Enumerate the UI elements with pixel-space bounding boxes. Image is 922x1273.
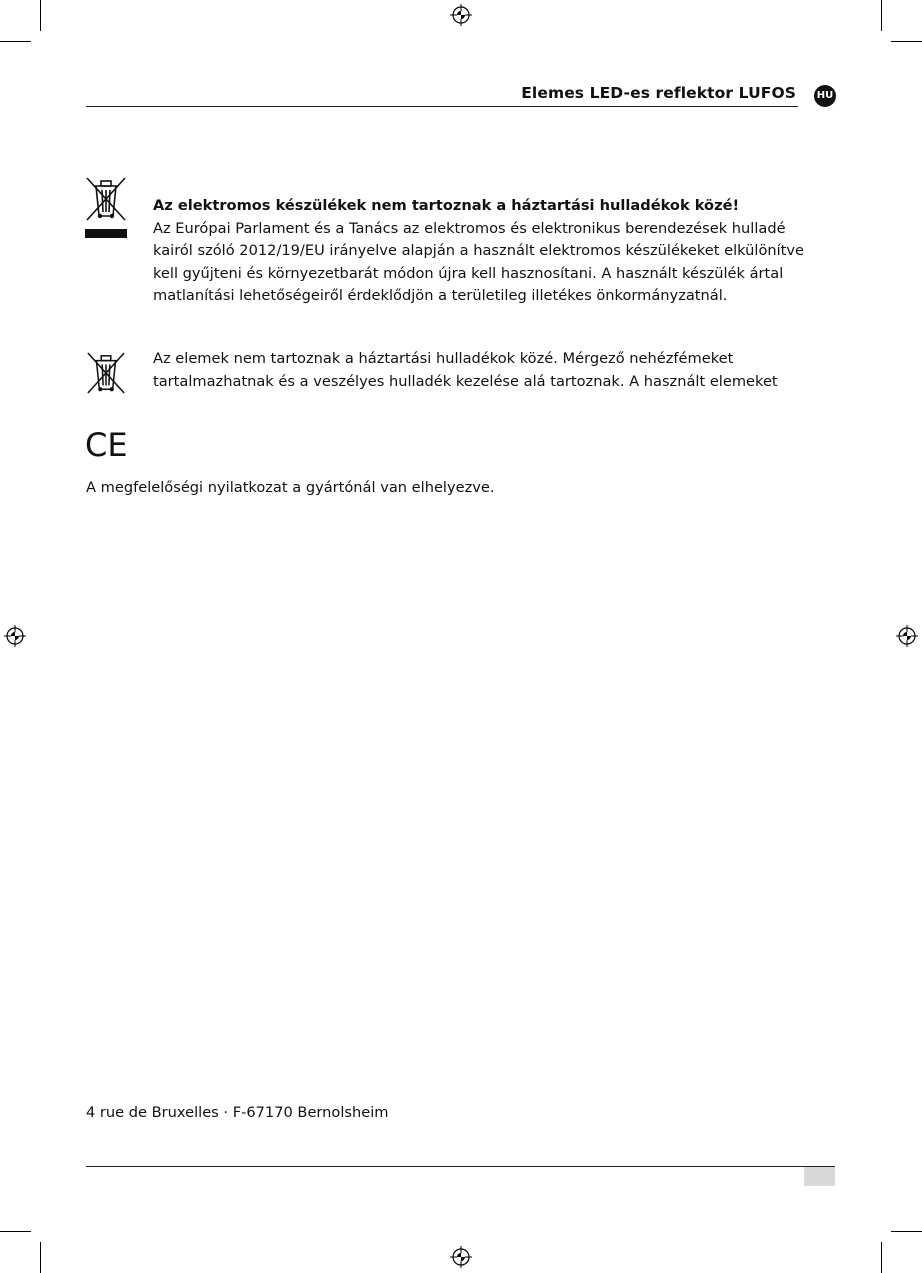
battery-line: Az elemek nem tartoznak a háztartási hulladékok közé. Mérgező nehézfémeket [153, 350, 734, 367]
weee-heading: Az elektromos készülékek nem tartoznak a háztartási hulladékok közé! [153, 197, 740, 214]
footer-address: 4 rue de Bruxelles · F-67170 Bernolsheim [86, 1104, 389, 1121]
weee-line: kairól szóló 2012/19/EU irányelve alapján a használt elektromos készülékeket elkülönítve [153, 242, 805, 260]
ce-mark-icon [85, 428, 129, 460]
crop-mark-bottom-right-v [881, 1242, 882, 1273]
page-title: Elemes LED-es reflektor LUFOS [521, 84, 796, 102]
crop-mark-top-left-h [0, 41, 31, 42]
crop-mark-top-right-v [881, 0, 882, 31]
registration-mark-icon [450, 4, 472, 26]
crop-mark-top-left-v [40, 0, 41, 31]
weee-line: Az Európai Parlament és a Tanács az elektromos és elektronikus berendezések hulladé [153, 219, 786, 237]
registration-mark-icon [450, 1246, 472, 1268]
declaration-text: A megfelelőségi nyilatkozat a gyártónál van elhelyezve. [86, 479, 495, 496]
crop-mark-bottom-right-h [891, 1231, 922, 1232]
registration-mark-icon [896, 625, 918, 647]
battery-line: tartalmazhatnak és a veszélyes hulladék kezelése alá tartoznak. A használt elemeket [153, 372, 778, 390]
registration-mark-icon [4, 625, 26, 647]
crop-mark-bottom-left-h [0, 1231, 31, 1232]
crop-mark-bottom-left-v [40, 1242, 41, 1273]
ce-mark-text: CE [85, 428, 128, 460]
header-rule [86, 106, 798, 107]
language-badge: HU [814, 85, 836, 107]
crossed-out-bin-icon [84, 176, 128, 238]
weee-notice [153, 195, 804, 308]
weee-line: matlanítási lehetőségeiről érdeklődjön a területileg illetékes önkormányzatnál. [153, 287, 728, 305]
battery-bin-icon [85, 350, 127, 396]
footer-rule [86, 1166, 835, 1167]
battery-notice [153, 348, 778, 393]
page-number-box [804, 1167, 835, 1186]
crop-mark-top-right-h [891, 41, 922, 42]
weee-line: kell gyűjteni és környezetbarát módon újra kell hasznosítani. A használt készülék ártal [153, 264, 784, 282]
